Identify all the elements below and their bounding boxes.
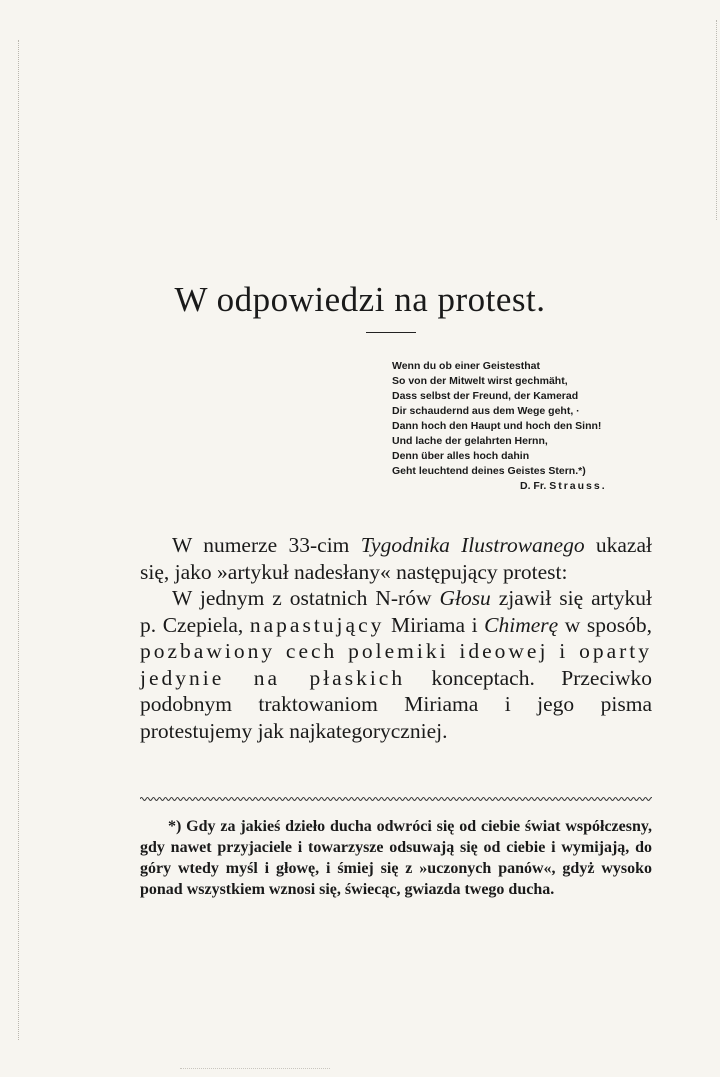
footnote-text: *) Gdy za jakieś dzieło ducha odwróci się od ciebie świat współczesny, gdy nawet przyjaciele i towarzysze odsuwają się od ciebie i wymijają, do góry wtedy myśl i głowę, i śmiej się z »uczonych panów«, gdyż wysoko ponad wszystkiem wznosi się, świecąc, gwiazda twego ducha. xyxy=(140,818,652,898)
scan-bottom-marks xyxy=(180,1068,330,1069)
epigraph-line: Dann hoch den Haupt und hoch den Sinn! xyxy=(392,420,602,432)
epigraph xyxy=(392,359,662,494)
epigraph-line: Denn über alles hoch dahin xyxy=(392,450,530,462)
text-run: ukazał się, jako »artykuł nadesłany« następujący protest: xyxy=(140,533,652,584)
emphasis-spaced: napastujący xyxy=(249,612,385,637)
paragraph-intro xyxy=(140,532,652,585)
text-run: W numerze 33-cim xyxy=(172,533,361,557)
epigraph-line: Geht leuchtend deines Geistes Stern.*) xyxy=(392,465,586,477)
body-text xyxy=(140,532,652,744)
text-run: konceptach. Przeciwko podobnym traktowaniom Miriama i jego pisma protestujemy jak najkategoryczniej. xyxy=(140,665,652,743)
epigraph-line: Dir schaudernd aus dem Wege geht, · xyxy=(392,405,580,417)
paragraph-protest xyxy=(140,585,652,744)
text-run: w sposób, xyxy=(558,612,652,637)
scan-edge-left xyxy=(18,40,20,1040)
periodical-title: Głosu xyxy=(439,586,491,610)
epigraph-line: So von der Mitwelt wirst gechmäht, xyxy=(392,375,568,387)
epigraph-author xyxy=(392,479,662,494)
emphasis-spaced: pozbawiony cech polemiki ideowej i oparty jedynie na płaskich xyxy=(140,639,652,690)
epigraph-line: Und lache der gelahrten Hernn, xyxy=(392,435,548,447)
epigraph-author-name: Strauss. xyxy=(549,480,607,492)
periodical-title: Tygodnika Ilustrowanego xyxy=(360,533,585,557)
text-run: W jednym z ostatnich N-rów xyxy=(172,586,440,610)
title-rule xyxy=(366,332,416,333)
epigraph-author-prefix: D. Fr. xyxy=(520,480,550,492)
page-title: W odpowiedzi na protest. xyxy=(174,280,546,319)
text-run: zjawił się artykuł p. Czepiela, xyxy=(140,586,652,637)
epigraph-line: Wenn du ob einer Geistesthat xyxy=(392,360,540,372)
scan-edge-right xyxy=(716,20,718,220)
periodical-title: Chimerę xyxy=(484,612,559,637)
epigraph-line: Dass selbst der Freund, der Kamerad xyxy=(392,390,579,402)
text-run: Miriama i xyxy=(384,612,485,637)
footnote xyxy=(140,816,652,900)
footnote-separator xyxy=(140,794,652,804)
